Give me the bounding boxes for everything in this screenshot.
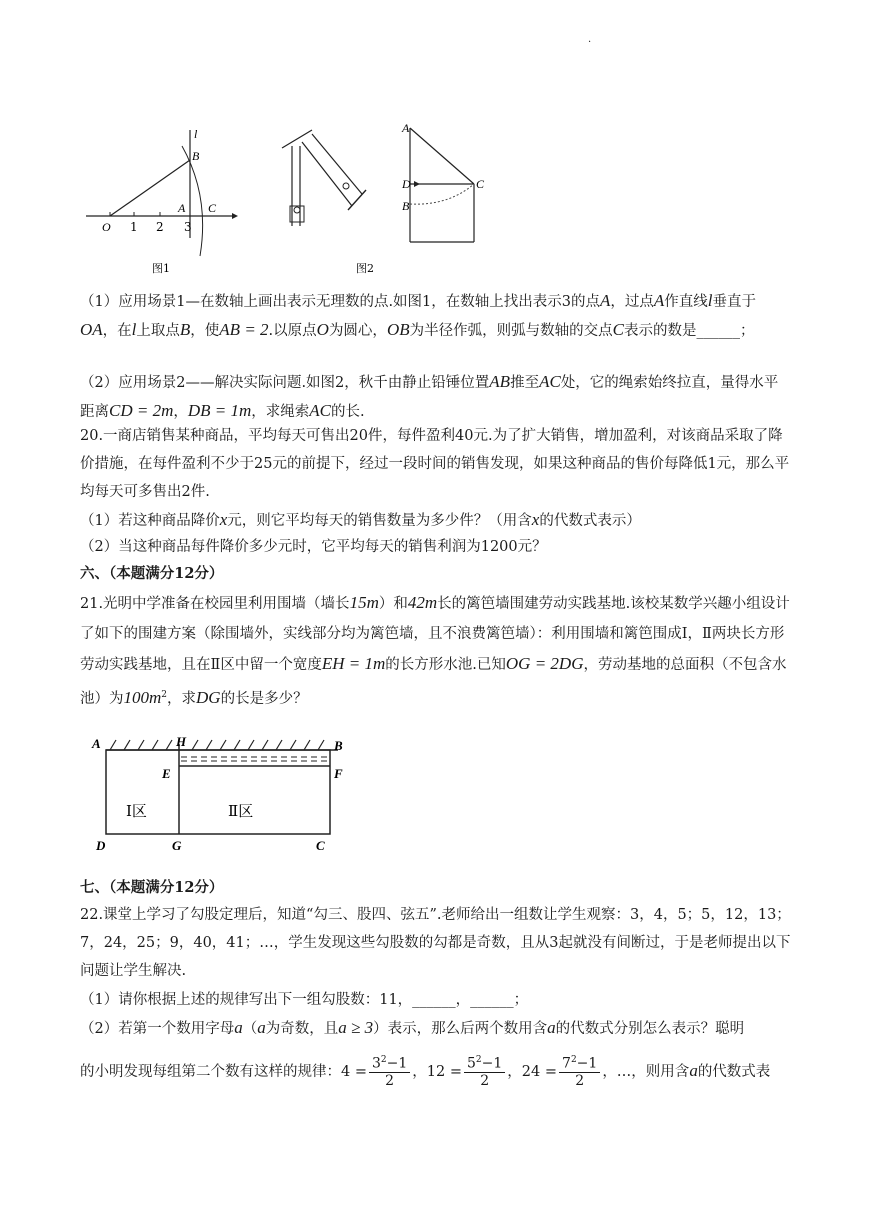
section-6-heading: 六、（本题满分12分） <box>80 565 224 582</box>
fig4-label-B: B <box>334 738 343 753</box>
q20-part2: （2）当这种商品每件降价多少元时，它平均每天的销售利润为1200元？ <box>80 539 547 555</box>
fig4-label-D: D <box>96 838 106 853</box>
fig1-label-O: O <box>102 220 111 234</box>
fig4-label-F: F <box>334 766 343 781</box>
fig3-label-B: B <box>402 199 410 213</box>
fraction-3: $\frac{7^2-1}{2}$ <box>559 1055 600 1089</box>
fig3-label-C: C <box>476 177 485 191</box>
q21-text: 21.光明中学准备在校园里利用围墙（墙长15m）和42m长的篱笆墙围建劳动实践基地.该校某数学兴趣小组设计了如下的围建方案（除围墙外，实线部分均为篱笆墙，且不浪费篱笆墙）：利用围墙和篱笆围成Ⅰ，Ⅱ两块长方形劳动实践基地，且在Ⅱ区中留一个宽度EH = 1m的长方形水池.已知OG = 2DG，劳动基地的总面积（不包含水池）为$100m^2$，求DG的长是多少？ <box>80 593 790 707</box>
figure-2-geometry <box>398 120 498 248</box>
figure-2-swing <box>272 126 382 278</box>
fig4-zone-1: Ⅰ区 <box>126 802 147 820</box>
fraction-1: $\frac{3^2-1}{2}$ <box>369 1055 410 1089</box>
fig4-label-A: A <box>92 736 101 751</box>
fig4-zone-2: Ⅱ区 <box>228 802 254 820</box>
figure-enclosure <box>84 726 352 856</box>
fig1-label-l: l <box>194 127 198 141</box>
fig4-label-H: H <box>176 734 187 749</box>
fig3-label-A: A <box>402 121 410 135</box>
fig4-label-C: C <box>316 838 325 853</box>
q22-part1: （1）请你根据上述的规律写出下一组勾股数：11，______，______； <box>80 992 529 1008</box>
q19-part1: （1）应用场景1—在数轴上画出表示无理数的点.如图1，在数轴上找出表示3的点A，过点A作直线l垂直于OA，在l上取点B，使AB = 2.以原点O为圆心，OB为半径作弧，则弧与数轴的交点C表示的数是______； <box>80 291 757 339</box>
fig1-label-B: B <box>192 149 200 163</box>
fig4-label-E: E <box>162 766 171 781</box>
figure-1-number-line <box>82 126 242 278</box>
section-7-heading: 七、（本题满分12分） <box>80 879 224 896</box>
fig1-label-1: 1 <box>130 220 138 234</box>
fig2-caption: 图2 <box>356 262 374 275</box>
q22-stem: 22.课堂上学习了勾股定理后，知道“勾三、股四、弦五”.老师给出一组数让学生观察：3，4，5；5，12，13；7，24，25；9，40，41；…，学生发现这些勾股数的勾都是奇数，且从3起就没有间断过，于是老师提出以下问题让学生解决. <box>80 907 791 979</box>
fig1-label-2: 2 <box>156 220 164 234</box>
fig3-label-D: D <box>402 177 411 191</box>
q20-part1: （1）若这种商品降价x元，则它平均每天的销售数量为多少件？（用含x的代数式表示） <box>80 510 641 529</box>
fig1-caption: 图1 <box>152 262 170 275</box>
fig1-label-3: 3 <box>184 220 192 234</box>
fraction-2: $\frac{5^2-1}{2}$ <box>464 1055 505 1089</box>
fig1-label-A: A <box>178 201 186 215</box>
fig1-label-C: C <box>208 201 217 215</box>
header-dot: . <box>588 34 592 45</box>
q22-part2: （2）若第一个数用字母a（a为奇数，且a ≥ 3）表示，那么后两个数用含a的代数式分别怎么表示？聪明 <box>80 1018 745 1037</box>
q22-part3: 的小明发现每组第二个数有这样的规律：4 = $\frac{3^2-1}{2}$ ，12 = $\frac{5^2-1}{2}$ ，24 = $\frac{7^2-1}{2}$ ，…，则用含a的代数式表 <box>80 1055 771 1089</box>
q20-stem: 20.一商店销售某种商品，平均每天可售出20件，每件盈利40元.为了扩大销售，增加盈利，对该商品采取了降价措施，在每件盈利不少于25元的前提下，经过一段时间的销售发现，如果这种商品的售价每降低1元，那么平均每天可多售出2件. <box>80 428 790 500</box>
q19-part2: （2）应用场景2——解决实际问题.如图2，秋千由静止铅锤位置AB推至AC处，它的绳索始终拉直，量得水平距离CD = 2m，DB = 1m，求绳索AC的长. <box>80 372 779 420</box>
fig4-label-G: G <box>172 838 182 853</box>
